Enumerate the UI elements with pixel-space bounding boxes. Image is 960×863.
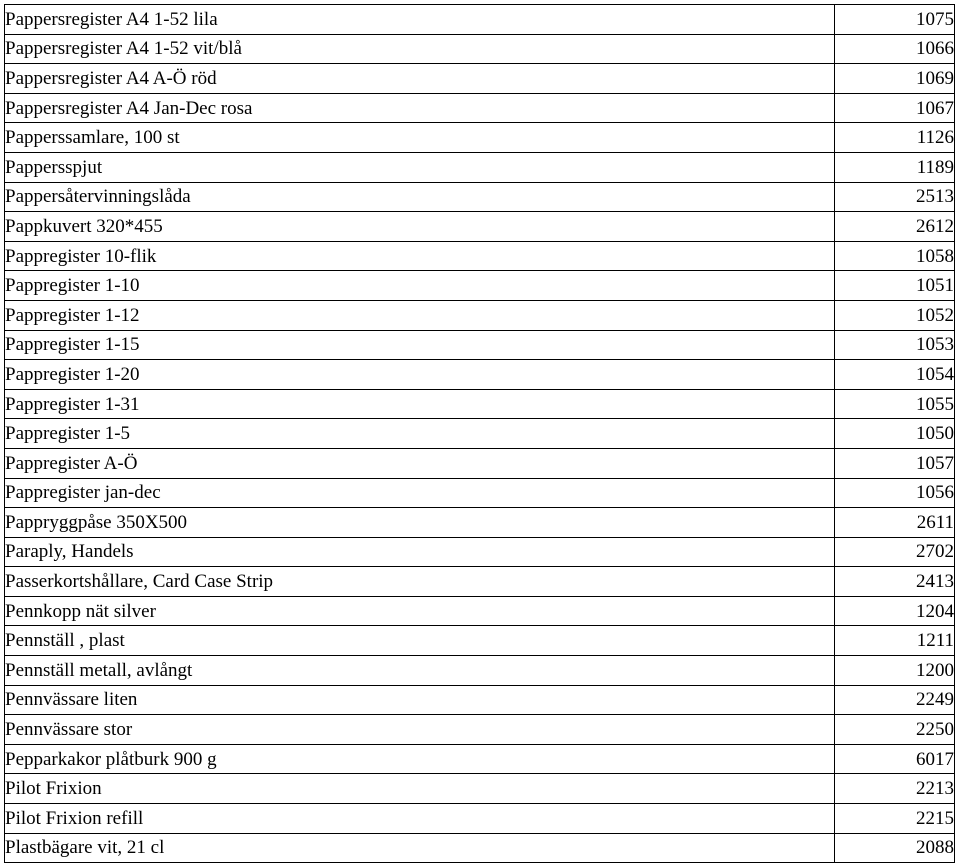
product-table-body xyxy=(5,5,955,863)
product-code-cell: 2612 xyxy=(835,212,955,242)
product-code-cell: 1211 xyxy=(835,626,955,656)
product-code-cell: 1200 xyxy=(835,656,955,686)
product-code-cell: 2088 xyxy=(835,833,955,863)
product-name-cell: Pappersregister A4 A-Ö röd xyxy=(5,64,835,94)
product-code-cell: 2702 xyxy=(835,537,955,567)
table-row xyxy=(5,508,955,538)
product-code-cell: 1050 xyxy=(835,419,955,449)
product-code-cell: 1057 xyxy=(835,448,955,478)
table-row xyxy=(5,685,955,715)
table-row xyxy=(5,241,955,271)
product-name-cell: Pennställ , plast xyxy=(5,626,835,656)
product-code-cell: 2213 xyxy=(835,774,955,804)
product-name-cell: Pennvässare liten xyxy=(5,685,835,715)
table-row xyxy=(5,152,955,182)
product-name-cell: Passerkortshållare, Card Case Strip xyxy=(5,567,835,597)
product-code-cell: 1055 xyxy=(835,389,955,419)
table-row xyxy=(5,5,955,35)
product-name-cell: Pennställ metall, avlångt xyxy=(5,656,835,686)
table-row xyxy=(5,271,955,301)
product-name-cell: Pappersregister A4 1-52 lila xyxy=(5,5,835,35)
product-code-cell: 1126 xyxy=(835,123,955,153)
table-row xyxy=(5,478,955,508)
product-code-cell: 2413 xyxy=(835,567,955,597)
product-name-cell: Papperssamlare, 100 st xyxy=(5,123,835,153)
product-name-cell: Pappersspjut xyxy=(5,152,835,182)
product-name-cell: Pappregister 1-5 xyxy=(5,419,835,449)
product-code-cell: 1067 xyxy=(835,93,955,123)
table-row xyxy=(5,567,955,597)
table-row xyxy=(5,448,955,478)
table-row xyxy=(5,419,955,449)
table-row xyxy=(5,123,955,153)
product-name-cell: Pappregister 1-15 xyxy=(5,330,835,360)
product-code-cell: 2215 xyxy=(835,804,955,834)
product-name-cell: Pennkopp nät silver xyxy=(5,596,835,626)
table-row xyxy=(5,330,955,360)
product-code-cell: 1058 xyxy=(835,241,955,271)
product-code-cell: 1051 xyxy=(835,271,955,301)
product-name-cell: Pilot Frixion xyxy=(5,774,835,804)
product-register-document xyxy=(4,4,955,863)
table-row xyxy=(5,93,955,123)
product-code-cell: 1075 xyxy=(835,5,955,35)
product-code-cell: 2513 xyxy=(835,182,955,212)
table-row xyxy=(5,360,955,390)
table-row xyxy=(5,182,955,212)
product-name-cell: Pappregister 1-12 xyxy=(5,300,835,330)
table-row xyxy=(5,833,955,863)
product-code-cell: 1053 xyxy=(835,330,955,360)
product-code-cell: 2611 xyxy=(835,508,955,538)
table-row xyxy=(5,300,955,330)
product-code-cell: 1054 xyxy=(835,360,955,390)
table-row xyxy=(5,656,955,686)
table-row xyxy=(5,804,955,834)
product-name-cell: Pennvässare stor xyxy=(5,715,835,745)
table-row xyxy=(5,626,955,656)
product-name-cell: Paraply, Handels xyxy=(5,537,835,567)
table-row xyxy=(5,596,955,626)
product-code-cell: 6017 xyxy=(835,744,955,774)
product-code-cell: 1052 xyxy=(835,300,955,330)
product-name-cell: Pappersregister A4 1-52 vit/blå xyxy=(5,34,835,64)
product-code-cell: 1204 xyxy=(835,596,955,626)
product-code-cell: 1189 xyxy=(835,152,955,182)
product-name-cell: Pappersåtervinningslåda xyxy=(5,182,835,212)
product-name-cell: Pappregister 10-flik xyxy=(5,241,835,271)
table-row xyxy=(5,744,955,774)
table-row xyxy=(5,389,955,419)
product-code-cell: 2249 xyxy=(835,685,955,715)
product-name-cell: Plastbägare vit, 21 cl xyxy=(5,833,835,863)
product-code-cell: 1069 xyxy=(835,64,955,94)
product-name-cell: Pappregister jan-dec xyxy=(5,478,835,508)
product-name-cell: Pappkuvert 320*455 xyxy=(5,212,835,242)
product-code-cell: 2250 xyxy=(835,715,955,745)
table-row xyxy=(5,34,955,64)
product-name-cell: Pappersregister A4 Jan-Dec rosa xyxy=(5,93,835,123)
product-name-cell: Pappregister A-Ö xyxy=(5,448,835,478)
product-code-table xyxy=(4,4,955,863)
table-row xyxy=(5,774,955,804)
product-code-cell: 1056 xyxy=(835,478,955,508)
table-row xyxy=(5,64,955,94)
table-row xyxy=(5,212,955,242)
product-name-cell: Pappryggpåse 350X500 xyxy=(5,508,835,538)
table-row xyxy=(5,715,955,745)
product-name-cell: Pilot Frixion refill xyxy=(5,804,835,834)
product-code-cell: 1066 xyxy=(835,34,955,64)
product-name-cell: Pappregister 1-20 xyxy=(5,360,835,390)
product-name-cell: Pappregister 1-31 xyxy=(5,389,835,419)
product-name-cell: Pepparkakor plåtburk 900 g xyxy=(5,744,835,774)
product-name-cell: Pappregister 1-10 xyxy=(5,271,835,301)
table-row xyxy=(5,537,955,567)
